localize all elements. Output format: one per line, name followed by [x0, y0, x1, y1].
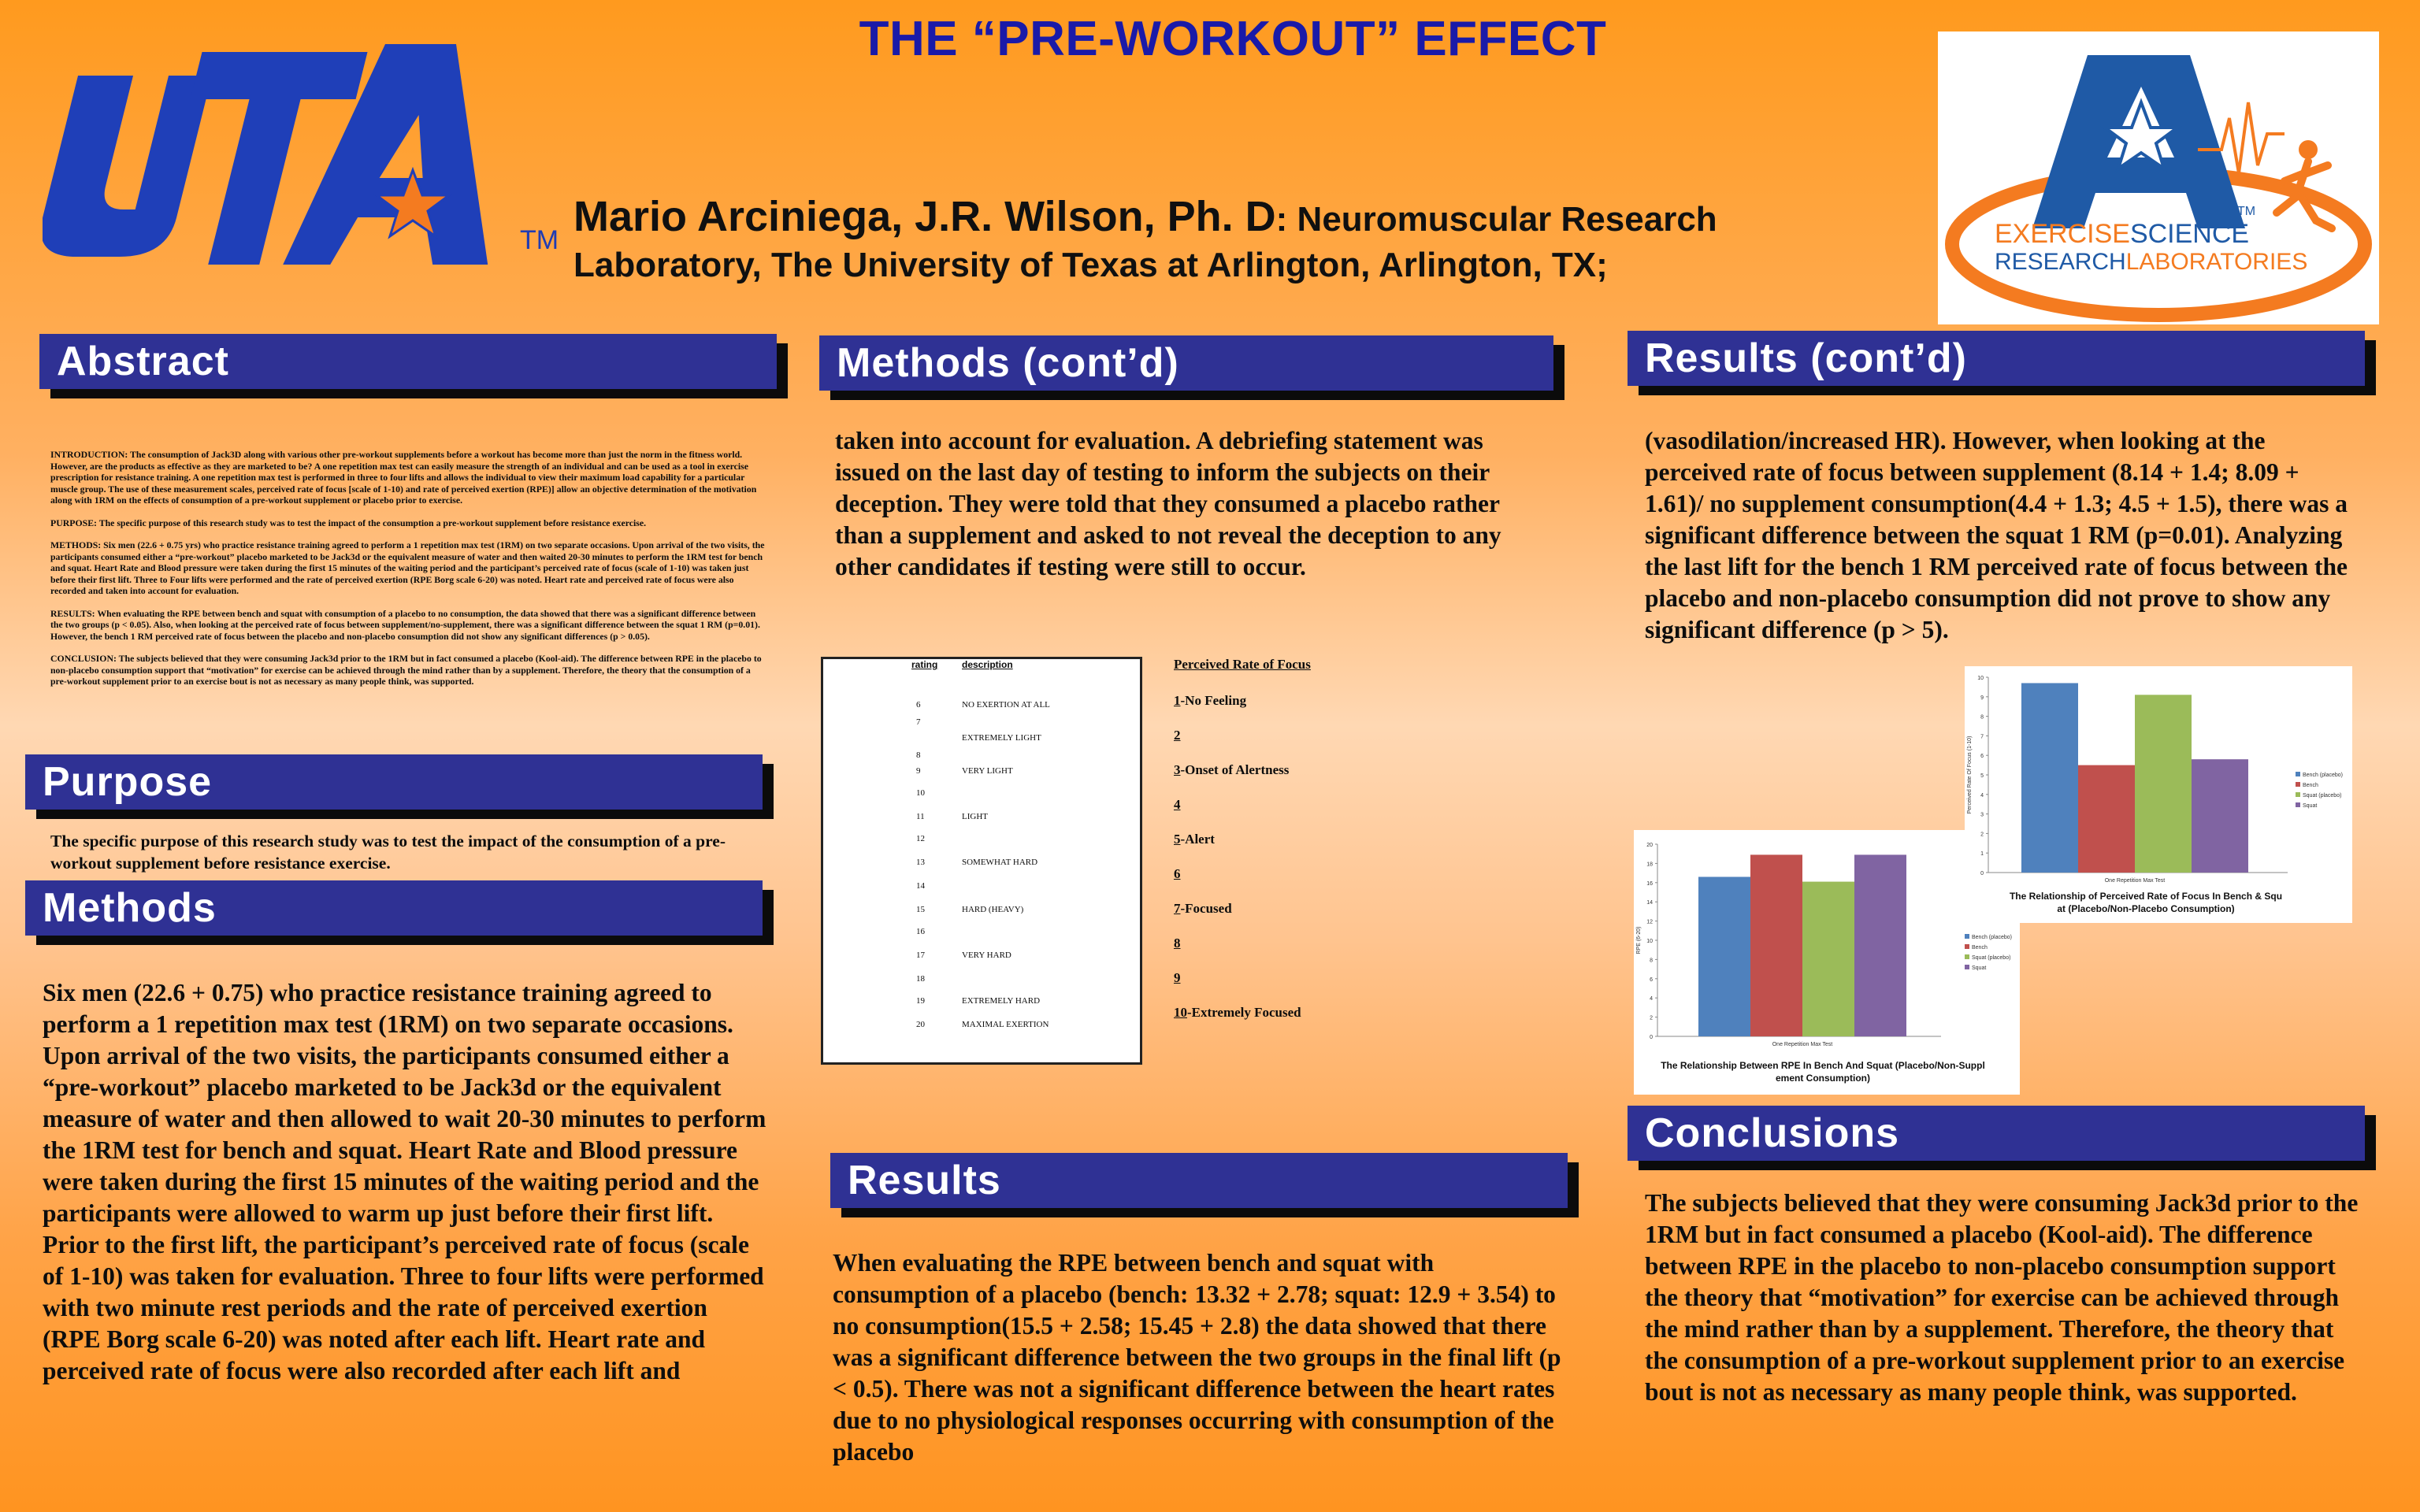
- borg-rpe-scale: [821, 657, 1142, 1065]
- legend-swatch: [1965, 944, 1969, 949]
- borg-row: [823, 974, 1140, 990]
- legend-swatch: [2296, 792, 2300, 797]
- bar-bench: [2078, 765, 2135, 873]
- y-tick-label: 6: [1650, 976, 1653, 983]
- focus-scale-number: 3: [1174, 762, 1181, 777]
- focus-scale-number: 4: [1174, 797, 1181, 812]
- focus-scale-label: -Extremely Focused: [1187, 1005, 1301, 1020]
- abstract-intro: INTRODUCTION: The consumption of Jack3D along with various other pre-workout supplements before a workout has become more than just the norm in the fitness world. However, are the products as effective as they are marketed to be? A one repetition max test can easily measure the strength of an individual and can be used as a tool in exercise prescription for resistance training. A one repetition max test is performed in three to four lifts and allows the individual to view their maximum load capability for a particular muscle group. The use of these measurement scales, perceived rate of focus [scale of 1-10) and rate of perceived exertion (RPE)] allow an objective determination of the motivation along with 1RM on the effects of consumption of a pre-workout supplement or placebo prior to exercise.: [50, 449, 757, 506]
- y-tick-label: 14: [1646, 900, 1653, 906]
- bar-bench-placebo: [1698, 876, 1750, 1036]
- borg-rating: 16: [916, 927, 925, 936]
- borg-rating: 18: [916, 974, 925, 984]
- legend-swatch: [2296, 782, 2300, 787]
- results-cont-heading: Results (cont’d): [1628, 331, 2365, 386]
- legend-label: Bench (placebo): [2303, 773, 2343, 778]
- borg-description: LIGHT: [962, 812, 988, 821]
- legend-label: Squat: [1972, 965, 1987, 971]
- focus-scale-item: [1174, 1005, 1301, 1021]
- legend-swatch: [1965, 965, 1969, 969]
- borg-description: VERY HARD: [962, 951, 1011, 960]
- borg-rating: 6: [916, 700, 921, 710]
- bar-squat-placebo: [1802, 882, 1854, 1036]
- affiliation-line-1: : Neuromuscular Research: [1275, 200, 1717, 239]
- trademark-symbol: TM: [520, 225, 559, 255]
- y-tick-label: 2: [1650, 1015, 1653, 1021]
- methods-heading: Methods: [25, 880, 763, 936]
- borg-rating: 15: [916, 905, 925, 914]
- y-tick-label: 8: [1650, 958, 1653, 964]
- borg-rating-header: rating: [911, 659, 938, 670]
- focus-chart-svg: [1965, 666, 2352, 923]
- y-tick-label: 20: [1646, 843, 1653, 848]
- borg-description: NO EXERTION AT ALL: [962, 700, 1050, 710]
- y-tick-label: 4: [1650, 996, 1653, 1002]
- focus-scale-number: 6: [1174, 866, 1181, 881]
- borg-row: [823, 858, 1140, 873]
- borg-rating: 13: [916, 858, 925, 867]
- y-tick-label: 0: [1650, 1035, 1653, 1040]
- borg-description-header: description: [962, 659, 1013, 670]
- focus-scale-item: [1174, 901, 1232, 917]
- borg-rating: 20: [916, 1020, 925, 1029]
- y-tick-label: 10: [1977, 676, 1984, 681]
- results-body: When evaluating the RPE between bench and squat with consumption of a placebo (bench: 13.32 + 2.78; squat: 12.9 + 3.54) to no consumption(15.5 + 2.58; 15.45 + 2.8) the data showed that there was a significant difference between the two groups in the final lift (p < 0.5). There was not a significant difference between the heart rates due to no physiological responses occurring with consumption of the placebo: [833, 1249, 1561, 1466]
- poster-title: THE “PRE-WORKOUT” EFFECT: [859, 12, 1607, 66]
- y-tick-label: 6: [1980, 754, 1984, 760]
- focus-scale-item: [1174, 866, 1181, 882]
- conclusions-heading: Conclusions: [1628, 1106, 2365, 1161]
- bar-bench-placebo: [2021, 683, 2078, 873]
- y-tick-label: 1: [1980, 851, 1984, 858]
- focus-scale-number: 10: [1174, 1005, 1187, 1020]
- chart-title-line-1: The Relationship Between RPE In Bench And Squat (Placebo/Non-Suppl: [1661, 1060, 1985, 1071]
- y-tick-label: 0: [1980, 871, 1984, 876]
- focus-scale-item: [1174, 970, 1181, 986]
- borg-row: [823, 927, 1140, 943]
- rpe-chart-svg: [1634, 830, 2020, 1095]
- purpose-body: The specific purpose of this research study was to test the impact of the consumption of a pre-workout supplement before resistance exercise.: [50, 832, 726, 873]
- borg-row: [823, 881, 1140, 897]
- y-tick-label: 12: [1646, 919, 1653, 925]
- focus-scale-number: 1: [1174, 693, 1181, 708]
- borg-row: [823, 750, 1140, 766]
- borg-row: [823, 834, 1140, 850]
- focus-scale-item: [1174, 936, 1181, 951]
- focus-chart: [1965, 666, 2352, 923]
- y-tick-label: 2: [1980, 832, 1984, 838]
- legend-label: Bench (placebo): [1972, 935, 2012, 940]
- y-tick-label: 7: [1980, 734, 1984, 740]
- borg-description: SOMEWHAT HARD: [962, 858, 1038, 867]
- y-tick-label: 10: [1646, 939, 1653, 944]
- borg-row: [823, 788, 1140, 804]
- abstract-body: [50, 449, 767, 699]
- legend-label: Bench: [1972, 945, 1988, 951]
- conclusions-body: The subjects believed that they were consuming Jack3d prior to the 1RM but in fact consumed a placebo (Kool-aid). The difference between RPE in the placebo to non-placebo consumption support the theory that “motivation” for exercise can be achieved through the mind rather than by a supplement. Therefore, the theory that the consumption of a pre-workout supplement prior to an exercise bout is not as necessary as many people think, was supported.: [1645, 1189, 2359, 1406]
- focus-scale-label: -Focused: [1180, 901, 1232, 916]
- methods-body: Six men (22.6 + 0.75) who practice resistance training agreed to perform a 1 repetition max test (1RM) on two separate occasions. Upon arrival of the two visits, the participants consumed either a “pre-workout” placebo marketed to be Jack3d or the equivalent measure of water and then allowed to wait 20-30 minutes to perform the 1RM test for bench and squat. Heart Rate and Blood pressure were taken during the first 15 minutes of the waiting period and the participants were allowed to warm up just before their first lift. Prior to the first lift, the participant’s perceived rate of focus (scale of 1-10) was taken for evaluation. Three to four lifts were performed with two minute rest periods and the rate of perceived exertion (RPE Borg scale 6-20) was noted after each lift. Heart rate and perceived rate of focus were also recorded after each lift and: [43, 979, 766, 1384]
- abstract-heading: Abstract: [39, 334, 777, 389]
- borg-rating: 19: [916, 996, 925, 1006]
- focus-scale-number: 2: [1174, 728, 1181, 743]
- legend-label: Squat: [2303, 803, 2318, 809]
- focus-scale-number: 5: [1174, 832, 1181, 847]
- borg-rating: 14: [916, 881, 925, 891]
- y-tick-label: 4: [1980, 792, 1984, 799]
- focus-scale-item: [1174, 762, 1289, 778]
- focus-scale-item: [1174, 693, 1246, 709]
- es-logo-line-1: EXERCISESCIENCE: [1995, 219, 2250, 249]
- chart-title-line-2: at (Placebo/Non-Placebo Consumption): [2057, 903, 2235, 914]
- es-logo-line-2: RESEARCHLABORATORIES: [1995, 249, 2308, 275]
- borg-row: [823, 1020, 1140, 1036]
- borg-row: [823, 996, 1140, 1012]
- focus-scale-item: [1174, 797, 1181, 813]
- methods-cont-heading: Methods (cont’d): [819, 335, 1553, 391]
- abstract-purpose: PURPOSE: The specific purpose of this research study was to test the impact of the consumption a pre-workout supplement before resistance exercise.: [50, 517, 647, 528]
- bar-squat: [2192, 759, 2248, 873]
- legend-swatch: [1965, 934, 1969, 939]
- borg-description: VERY LIGHT: [962, 766, 1013, 776]
- author-names: Mario Arciniega, J.R. Wilson, Ph. D: [573, 193, 1276, 240]
- borg-row: [823, 733, 1140, 749]
- borg-description: EXTREMELY HARD: [962, 996, 1041, 1006]
- chart-title-line-2: ement Consumption): [1776, 1073, 1870, 1084]
- abstract-results: RESULTS: When evaluating the RPE between bench and squat with consumption of a placebo to no consumption, the data showed that there was a significant difference between the two groups (p < 0.05). Also, when looking at the perceived rate of focus between supplement/no-supplement, there was a significant difference between the squat 1 RM (p=0.01). However, the bench 1 RM perceived rate of focus between the placebo and non-placebo consumption did not show any significant differences (p > 0.05).: [50, 607, 760, 642]
- y-axis-label: RPE (6-20): [1636, 926, 1642, 954]
- bar-squat: [1854, 854, 1906, 1036]
- borg-row: [823, 951, 1140, 966]
- bar-bench: [1750, 854, 1802, 1036]
- borg-rating: 17: [916, 951, 925, 960]
- borg-description: MAXIMAL EXERTION: [962, 1020, 1049, 1029]
- results-heading: Results: [830, 1153, 1568, 1208]
- x-category-label: One Repetition Max Test: [1772, 1042, 1833, 1047]
- borg-description: EXTREMELY LIGHT: [962, 733, 1041, 743]
- methods-cont-body: taken into account for evaluation. A debriefing statement was issued on the last day of testing to inform the subjects on their deception. They were told that they consumed a placebo rather than a supplement and asked to not reveal the deception to any other candidates if testing were still to occur.: [835, 427, 1501, 580]
- legend-swatch: [2296, 802, 2300, 807]
- legend-label: Squat (placebo): [2303, 793, 2342, 799]
- es-logo-tm: TM: [2237, 205, 2256, 218]
- borg-rating: 10: [916, 788, 925, 798]
- y-tick-label: 18: [1646, 862, 1653, 868]
- focus-scale-number: 9: [1174, 970, 1181, 985]
- borg-row: [823, 812, 1140, 828]
- uta-logo: [43, 28, 531, 288]
- borg-row: [823, 717, 1140, 733]
- borg-description: HARD (HEAVY): [962, 905, 1024, 914]
- y-axis-label: Perceived Rate Of Focus (1-10): [1967, 736, 1973, 814]
- borg-row: [823, 700, 1140, 716]
- borg-rating: 8: [916, 750, 921, 760]
- exercise-science-logo-graphic: [1938, 32, 2379, 324]
- results-cont-body: (vasodilation/increased HR). However, when looking at the perceived rate of focus between supplement (8.14 + 1.4; 8.09 + 1.61)/ no supplement consumption(4.4 + 1.3; 4.5 + 1.5), there was a significant difference between the squat 1 RM (p=0.01). Analyzing the last lift for the bench 1 RM perceived rate of focus between the placebo and non-placebo consumption did not prove to show any significant difference (p > 5).: [1645, 427, 2348, 643]
- y-tick-label: 9: [1980, 695, 1984, 701]
- y-tick-label: 5: [1980, 773, 1984, 779]
- borg-row: [823, 766, 1140, 782]
- chart-title-line-1: The Relationship of Perceived Rate of Focus In Bench & Squ: [2009, 891, 2283, 902]
- y-tick-label: 16: [1646, 880, 1653, 887]
- authors-block: [573, 194, 1755, 288]
- focus-scale-label: -No Feeling: [1180, 693, 1247, 708]
- focus-scale-item: [1174, 832, 1215, 847]
- focus-scale-label: -Alert: [1180, 832, 1215, 847]
- legend-label: Squat (placebo): [1972, 955, 2011, 961]
- focus-scale-item: [1174, 728, 1181, 743]
- legend-label: Bench: [2303, 783, 2318, 788]
- exercise-science-logo: [1938, 32, 2379, 324]
- x-category-label: One Repetition Max Test: [2104, 878, 2166, 884]
- borg-rating: 12: [916, 834, 925, 843]
- y-tick-label: 8: [1980, 714, 1984, 721]
- focus-scale-heading: Perceived Rate of Focus: [1174, 657, 1311, 672]
- borg-row: [823, 905, 1140, 921]
- uta-logo-graphic: [43, 28, 531, 288]
- abstract-methods: METHODS: Six men (22.6 + 0.75 yrs) who practice resistance training agreed to perform a 1 repetition max test (1RM) on two separate occasions. Upon arrival of the two visits, the participants consumed either a “pre-workout” placebo marketed to be Jack3d or the equivalent measure of water and then waited 20-30 minutes to perform the 1RM test for bench and squat. Heart Rate and Blood pressure were taken during the first 15 minutes of the waiting period and the participant’s perceived rate of focus (scale of 1-10) was taken just before their first lift. Three to Four lifts were performed and the rate of perceived exertion (RPE Borg scale 6-20) was noted. Heart rate and perceived rate of focus were also recorded and taken into account for evaluation.: [50, 539, 765, 596]
- y-tick-label: 3: [1980, 812, 1984, 818]
- borg-rating: 11: [916, 812, 925, 821]
- legend-swatch: [1965, 954, 1969, 959]
- focus-scale: [1174, 657, 1410, 1020]
- borg-rating: 7: [916, 717, 921, 727]
- focus-scale-label: -Onset of Alertness: [1180, 762, 1290, 777]
- borg-rating: 9: [916, 766, 921, 776]
- legend-swatch: [2296, 772, 2300, 776]
- abstract-conclusion: CONCLUSION: The subjects believed that they were consuming Jack3d prior to the 1RM but in fact consumed a placebo (Kool-aid). The difference between RPE in the placebo to non-placebo consumption support that “motivation” for exercise can be achieved through the mind rather than by a supplement. Therefore, the theory that the consumption of a pre-workout supplement prior to an exercise bout is not as necessary as many people think, was supported.: [50, 653, 762, 687]
- bar-squat-placebo: [2135, 695, 2192, 873]
- affiliation-line-2: Laboratory, The University of Texas at Arlington, Arlington, TX;: [573, 246, 1608, 284]
- focus-scale-number: 7: [1174, 901, 1181, 916]
- rpe-chart: [1634, 830, 2020, 1095]
- purpose-heading: Purpose: [25, 754, 763, 810]
- focus-scale-number: 8: [1174, 936, 1181, 951]
